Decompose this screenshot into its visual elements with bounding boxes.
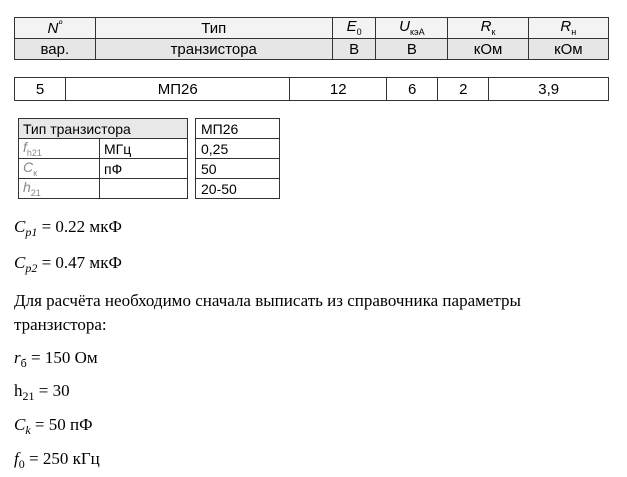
header-number: $N^º$ bbox=[15, 18, 96, 39]
header-e0: $E_0$ bbox=[332, 18, 376, 39]
value-cell: 6 bbox=[387, 78, 438, 101]
equation-f0: $f_0 = 250$ кГц bbox=[14, 449, 100, 471]
param-symbol: $C_к$ bbox=[19, 159, 100, 179]
param-unit bbox=[100, 179, 188, 199]
header-type: Тип bbox=[95, 18, 332, 39]
value-cell: 3,9 bbox=[489, 78, 609, 101]
param-value: 50 bbox=[196, 159, 280, 179]
equation-rb: $r_б = 150$ Ом bbox=[14, 348, 98, 370]
header-uke-unit: В bbox=[376, 39, 448, 60]
value-cell: МП26 bbox=[66, 78, 290, 101]
header-rk-unit: кОм bbox=[448, 39, 528, 60]
header-rn-unit: кОм bbox=[528, 39, 608, 60]
header-rk: $R_к$ bbox=[448, 18, 528, 39]
equation-cp1: $C_{p1} = 0.22$ мкФ bbox=[14, 217, 122, 239]
instruction-paragraph: Для расчёта необходимо сначала выписать из справочника параметры транзистора: bbox=[14, 291, 521, 334]
value-cell: 5 bbox=[15, 78, 66, 101]
variant-header-table bbox=[14, 17, 609, 60]
equation-h21: $h_{21} = 30$ bbox=[14, 381, 70, 403]
equation-cp2: $C_{p2} = 0.47$ мкФ bbox=[14, 253, 122, 275]
equation-ck: $C_k = 50$ пФ bbox=[14, 415, 93, 437]
param-unit: МГц bbox=[100, 139, 188, 159]
value-cell: 2 bbox=[438, 78, 489, 101]
header-rn: $R_н$ bbox=[528, 18, 608, 39]
variant-values-table bbox=[14, 77, 609, 101]
param-unit: пФ bbox=[100, 159, 188, 179]
transistor-params-table bbox=[18, 118, 188, 199]
header-type-label: транзистора bbox=[95, 39, 332, 60]
param-symbol: $f_{h21}$ bbox=[19, 139, 100, 159]
transistor-values-table bbox=[195, 118, 280, 199]
param-value: МП26 bbox=[196, 119, 280, 139]
param-symbol: $h_{21}$ bbox=[19, 179, 100, 199]
param-value: 20-50 bbox=[196, 179, 280, 199]
params-head: Тип транзистора bbox=[19, 119, 188, 139]
value-cell: 12 bbox=[290, 78, 387, 101]
header-e0-unit: В bbox=[332, 39, 376, 60]
param-value: 0,25 bbox=[196, 139, 280, 159]
header-uke: $U_{кэА}$ bbox=[376, 18, 448, 39]
header-number-label: вар. bbox=[15, 39, 96, 60]
